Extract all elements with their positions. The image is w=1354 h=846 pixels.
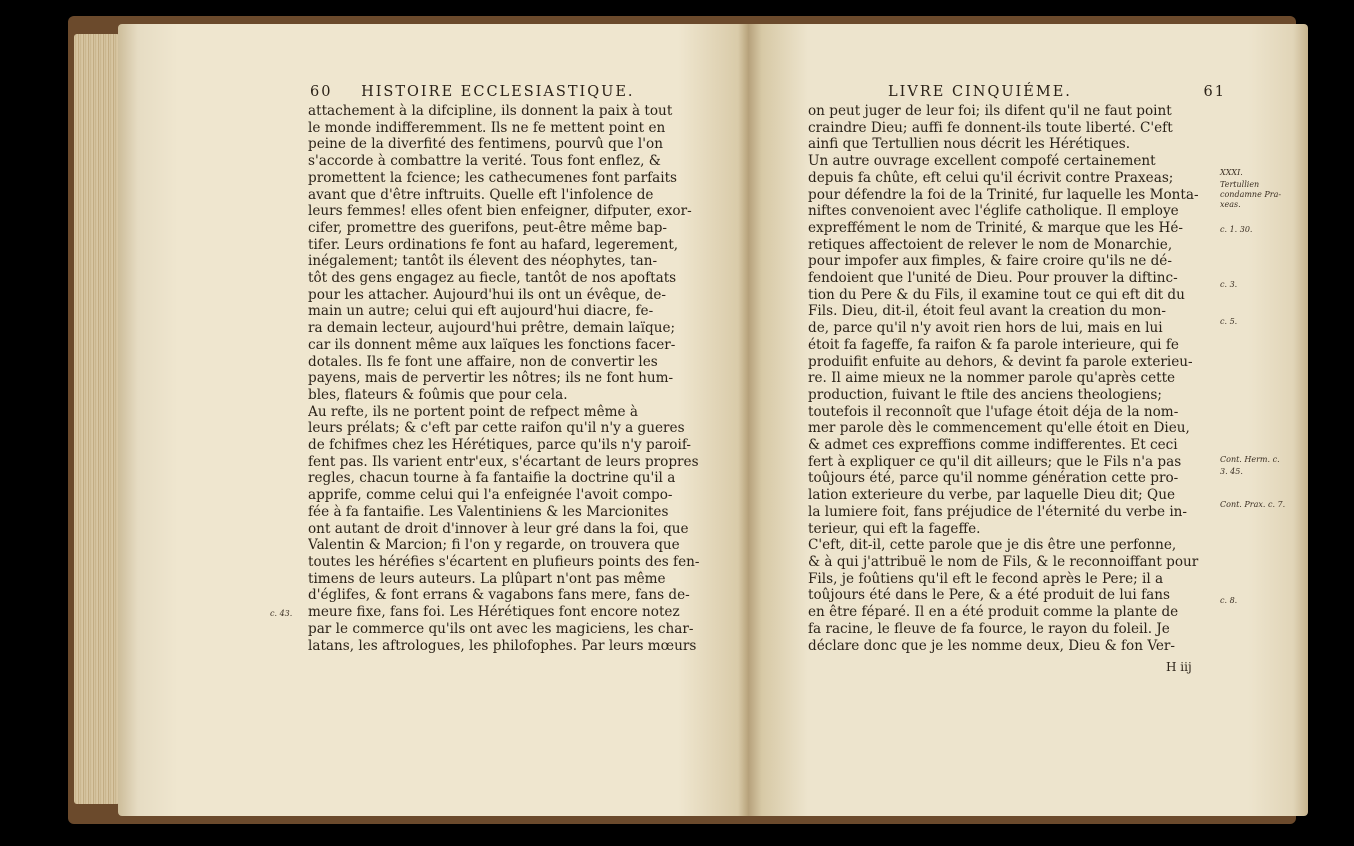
margin-note: Tertullien [1220, 179, 1260, 189]
text-line: de, parce qu'il n'y avoit rien hors de lui, mais en lui [808, 320, 1163, 337]
text-line: peine de la diverfité des fentimens, pourvû que l'on [308, 136, 663, 153]
text-line: d'églifes, & font errans & vagabons fans mere, fans de- [308, 587, 690, 604]
text-line: lation exterieure du verbe, par laquelle Dieu dit; Que [808, 487, 1176, 504]
text-line: toûjours été dans le Pere, & a été produit de lui fans [808, 587, 1170, 604]
margin-note: 3. 45. [1220, 467, 1243, 477]
text-line: meure fixe, fans foi. Les Hérétiques font encore notez [308, 604, 680, 621]
text-line: en être féparé. Il en a été produit comme la plante de [808, 604, 1179, 621]
text-line: C'eft, dit-il, cette parole que je dis être une perfonne, [808, 537, 1177, 554]
text-line: & à qui j'attribuë le nom de Fils, & le reconnoiffant pour [808, 553, 1199, 570]
margin-note: condamne Pra- [1220, 189, 1282, 199]
text-line: fée à fa fantaifie. Les Valentiniens & les Marcionites [308, 503, 669, 520]
text-line: tion du Pere & du Fils, il examine tout ce qui eft dit du [808, 286, 1185, 303]
text-line: car ils donnent même aux laïques les fonctions facer- [308, 336, 676, 353]
text-line: promettent la fcience; les cathecumenes font parfaits [308, 169, 678, 186]
text-line: pour les attacher. Aujourd'hui ils ont un évêque, de- [308, 286, 666, 303]
text-line: niftes convenoient avec l'églife catholique. Il employe [808, 203, 1179, 220]
right-running-head: LIVRE CINQUIÉME. [888, 84, 1072, 100]
text-line: ra demain lecteur, aujourd'hui prêtre, demain laïque; [308, 320, 676, 337]
text-line: ainfi que Tertullien nous décrit les Hérétiques. [808, 136, 1131, 153]
left-body-text [308, 103, 710, 654]
text-line: Valentin & Marcion; fi l'on y regarde, on trouvera que [308, 537, 680, 554]
text-line: avant que d'être inftruits. Quelle eft l'infolence de [308, 186, 654, 203]
left-header [310, 84, 635, 100]
text-line: cifer, promettre des guerifons, peut-être même bap- [308, 219, 667, 236]
text-line: on peut juger de leur foi; ils difent qu'il ne faut point [808, 103, 1172, 119]
text-line: dotales. Ils fe font une affaire, non de convertir les [308, 353, 658, 370]
text-line: leurs prélats; & c'eft par cette raifon qu'il n'y a gueres [308, 420, 685, 437]
text-line: s'accorde à combattre la verité. Tous font enflez, & [308, 153, 661, 170]
text-line: fendoient que l'unité de Dieu. Pour prouver la diftinc- [808, 270, 1178, 287]
text-line: mer parole dès le commencement qu'elle étoit en Dieu, [808, 420, 1190, 437]
text-line: fert à expliquer ce qu'il dit ailleurs; que le Fils n'a pas [808, 453, 1182, 470]
text-line: de fchifmes chez les Hérétiques, parce qu'ils n'y paroif- [308, 437, 691, 454]
text-line: re. Il aime mieux ne la nommer parole qu'après cette [808, 370, 1176, 387]
left-page-edges [74, 34, 120, 804]
text-line: fent pas. Ils varient entr'eux, s'écartant de leurs propres [308, 453, 699, 470]
margin-note: c. 43. [270, 609, 293, 618]
margin-note: c. 1. 30. [1220, 224, 1253, 234]
text-line: tifer. Leurs ordinations fe font au hafard, legerement, [308, 236, 679, 253]
text-line: Un autre ouvrage excellent compofé certainement [808, 153, 1156, 170]
signature-mark: H iij [1166, 660, 1192, 674]
right-header [826, 84, 1226, 100]
text-line: par le commerce qu'ils ont avec les magiciens, les char- [308, 620, 694, 637]
margin-note: XXXI. [1220, 168, 1243, 178]
text-line: fa racine, le fleuve de fa fource, le rayon du foleil. Je [808, 620, 1170, 637]
text-line: apprife, comme celui qui l'a enfeignée l'avoit compo- [308, 487, 673, 504]
text-line: latans, les aftrologues, les philofophes. Par leurs mœurs [308, 637, 697, 654]
text-line: & admet ces expreffions comme indifferentes. Et ceci [808, 437, 1178, 454]
text-line: depuis fa chûte, eft celui qu'il écrivit contre Praxeas; [808, 169, 1174, 186]
text-line: inégalement; tantôt ils élevent des néophytes, tan- [308, 253, 658, 270]
left-page-number: 60 [310, 84, 333, 100]
text-line: retiques affectoient de relever le nom de Monarchie, [808, 236, 1173, 253]
left-running-head: HISTOIRE ECCLESIASTIQUE. [361, 84, 635, 100]
text-line: Fils, je foûtiens qu'il eft le fecond après le Pere; il a [808, 570, 1164, 587]
text-line: payens, mais de pervertir les nôtres; ils ne font hum- [308, 370, 674, 387]
margin-note: c. 5. [1220, 316, 1238, 326]
text-line: déclare donc que je les nomme deux, Dieu & fon Ver- [808, 637, 1176, 654]
text-line: ont autant de droit d'innover à leur gré dans la foi, que [308, 520, 689, 537]
text-line: Fils. Dieu, dit-il, étoit feul avant la creation du mon- [808, 303, 1166, 320]
text-line: leurs femmes! elles ofent bien enfeigner, difputer, exor- [308, 203, 692, 220]
text-line: toutes les héréfies s'écartent en plufieurs points des fen- [308, 553, 700, 570]
text-line: bles, flateurs & foûmis que pour cela. [308, 386, 568, 403]
text-line: craindre Dieu; auffi fe donnent-ils toute liberté. C'eft [808, 119, 1173, 136]
left-page [118, 24, 748, 816]
text-line: étoit fa fageffe, fa raifon & fa parole interieure, qui fe [808, 336, 1179, 353]
text-line: Au refte, ils ne portent point de refpect même à [308, 403, 639, 420]
text-line: pour impofer aux fimples, & faire croire qu'ils ne dé- [808, 253, 1172, 270]
text-line: production, fuivant le ftile des anciens theologiens; [808, 386, 1162, 403]
text-line: timens de leurs auteurs. La plûpart n'ont pas même [308, 570, 666, 587]
text-line: tôt des gens engagez au fiecle, tantôt de nos apoftats [308, 270, 677, 287]
text-line: pour défendre la foi de la Trinité, fur laquelle les Monta- [808, 186, 1199, 203]
right-page [748, 24, 1308, 816]
text-line: la lumiere foit, fans préjudice de l'éternité du verbe in- [808, 503, 1188, 520]
text-line: produifit enfuite au dehors, & devint fa parole exterieu- [808, 353, 1193, 370]
margin-note: xeas. [1220, 199, 1241, 209]
text-line: le monde indifferemment. Ils ne fe mettent point en [308, 119, 666, 136]
margin-note: Cont. Prax. c. 7. [1220, 500, 1286, 510]
right-page-number: 61 [1203, 84, 1226, 100]
text-line: toûjours été, parce qu'il nomme génération cette pro- [808, 470, 1179, 487]
text-line: expreffément le nom de Trinité, & marque que les Hé- [808, 219, 1183, 236]
text-line: toutefois il reconnoît que l'ufage étoit déja de la nom- [808, 403, 1179, 420]
text-line: main un autre; celui qui eft aujourd'hui diacre, fe- [308, 303, 654, 320]
margin-note: c. 3. [1220, 280, 1238, 289]
margin-note: c. 8. [1220, 595, 1238, 605]
book-binding [68, 16, 1296, 824]
text-line: terieur, qui eft la fageffe. [808, 520, 981, 537]
text-line: attachement à la difcipline, ils donnent la paix à tout [308, 103, 673, 119]
margin-note: Cont. Herm. c. [1220, 455, 1280, 465]
text-line: regles, chacun tourne à fa fantaifie la doctrine qu'il a [308, 470, 676, 487]
right-body-text [808, 103, 1216, 654]
